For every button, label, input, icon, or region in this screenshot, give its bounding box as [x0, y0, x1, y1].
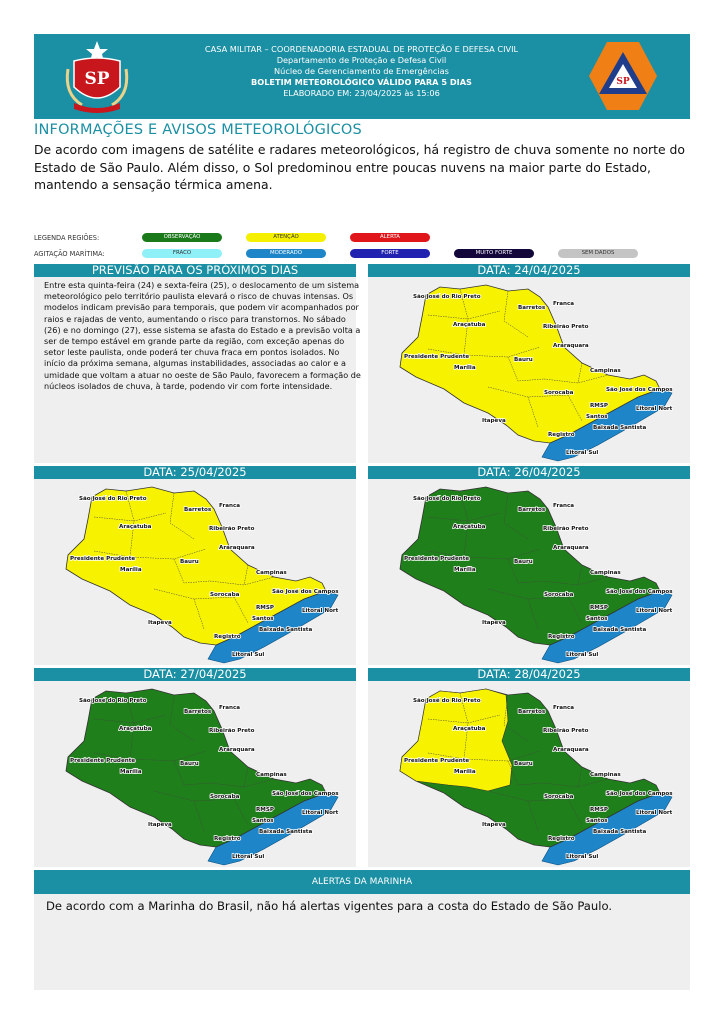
region-label: Registro	[214, 836, 241, 842]
region-label: Santos	[586, 414, 608, 420]
region-label: São José do Rio Preto	[79, 698, 147, 704]
region-label: Araraquara	[553, 343, 589, 349]
region-label: Litoral Sul	[566, 652, 599, 658]
region-label: Litoral Nort	[302, 608, 339, 614]
region-label: Presidente Prudente	[404, 758, 470, 764]
region-label: Litoral Sul	[566, 450, 599, 456]
map-date-bar-1: DATA: 24/04/2025	[368, 264, 690, 277]
legend-maritime	[34, 249, 694, 259]
region-label: Baixada Santista	[593, 829, 647, 835]
intro-paragraph: De acordo com imagens de satélite e radares meteorológicos, há registro de chuva somente no norte do Estado de São Paulo. Além disso, o Sol predominou entre poucas nuvens na maior parte do Estado, mantendo a sensação térmica amena.	[34, 142, 685, 192]
region-label: Itapeva	[482, 620, 506, 626]
legend-observacao: OBSERVAÇÃO	[142, 233, 222, 242]
region-label: Marília	[454, 769, 476, 775]
forecast-title-bar: PREVISÃO PARA OS PRÓXIMOS DIAS	[34, 264, 356, 277]
legend-regions-label: LEGENDA REGIÕES:	[34, 234, 100, 242]
region-label: Franca	[219, 705, 241, 711]
region-label: Ribeirão Preto	[543, 526, 589, 532]
region-label: Campinas	[590, 772, 621, 778]
sp-map-3	[368, 479, 690, 665]
region-label: Santos	[586, 818, 608, 824]
region-label: São José dos Campos	[272, 589, 339, 595]
region-label: Santos	[586, 616, 608, 622]
region-label: Santos	[252, 616, 274, 622]
region-label: Araraquara	[219, 747, 255, 753]
region-label: Registro	[214, 634, 241, 640]
region-label: Franca	[553, 301, 575, 307]
legend-regions	[34, 233, 694, 243]
region-label: São José dos Campos	[606, 387, 673, 393]
region-label: Registro	[548, 634, 575, 640]
region-label: Araçatuba	[453, 322, 486, 328]
marinha-panel	[34, 894, 690, 990]
region-label: Marília	[120, 567, 142, 573]
map-date-bar-4: DATA: 27/04/2025	[34, 668, 356, 681]
sp-map-2	[34, 479, 356, 665]
region-label: Ribeirão Preto	[209, 526, 255, 532]
region-label: Registro	[548, 432, 575, 438]
region-label: Bauru	[180, 559, 199, 565]
region-label: Baixada Santista	[593, 627, 647, 633]
legend-maritime-label: AGITAÇÃO MARÍTIMA:	[34, 250, 105, 258]
legend-alerta: ALERTA	[350, 233, 430, 242]
region-label: RMSP	[590, 605, 609, 611]
region-label: Itapeva	[482, 418, 506, 424]
region-label: Franca	[219, 503, 241, 509]
region-label: Barretos	[184, 709, 212, 715]
region-label: Bauru	[180, 761, 199, 767]
region-label: Araraquara	[553, 747, 589, 753]
header-text	[164, 44, 559, 99]
region-label: Araraquara	[553, 545, 589, 551]
region-label: São José dos Campos	[606, 589, 673, 595]
region-label: Ribeirão Preto	[209, 728, 255, 734]
region-label: Presidente Prudente	[404, 556, 470, 562]
region-label: Litoral Nort	[636, 608, 673, 614]
region-label: Barretos	[518, 709, 546, 715]
region-label: RMSP	[590, 807, 609, 813]
region-label: Araçatuba	[119, 726, 152, 732]
region-label: Baixada Santista	[259, 829, 313, 835]
header-line-casa-militar: CASA MILITAR – COORDENADORIA ESTADUAL DE PROTEÇÃO E DEFESA CIVIL	[204, 44, 519, 54]
region-label: Barretos	[518, 305, 546, 311]
header-line-boletim: BOLETIM METEOROLÓGICO VÁLIDO PARA 5 DIAS	[251, 77, 472, 87]
svg-text:SP: SP	[84, 69, 110, 89]
region-label: Litoral Nort	[636, 406, 673, 412]
region-label: Itapeva	[148, 822, 172, 828]
region-label: RMSP	[256, 807, 275, 813]
region-label: São José do Rio Preto	[413, 496, 481, 502]
region-label: Sorocaba	[210, 794, 240, 800]
region-label: São José do Rio Preto	[413, 698, 481, 704]
legend-fraco: FRACO	[142, 249, 222, 258]
legend-muito-forte: MUITO FORTE	[454, 249, 534, 258]
region-label: Sorocaba	[544, 390, 574, 396]
svg-text:SP: SP	[616, 77, 630, 87]
region-label: Itapeva	[482, 822, 506, 828]
map-date-bar-5: DATA: 28/04/2025	[368, 668, 690, 681]
region-label: Franca	[553, 503, 575, 509]
marinha-text: De acordo com a Marinha do Brasil, não há alertas vigentes para a costa do Estado de São Paulo.	[46, 899, 613, 913]
region-label: Bauru	[514, 761, 533, 767]
region-label: Ribeirão Preto	[543, 324, 589, 330]
map-date-bar-3: DATA: 26/04/2025	[368, 466, 690, 479]
region-label: Marília	[454, 567, 476, 573]
legend-atencao: ATENÇÃO	[246, 233, 326, 242]
region-label: Barretos	[184, 507, 212, 513]
map-date-bar-2: DATA: 25/04/2025	[34, 466, 356, 479]
region-label: Campinas	[590, 368, 621, 374]
sp-coat-of-arms-logo	[62, 39, 132, 114]
sp-map-4	[34, 681, 356, 867]
region-label: Campinas	[256, 570, 287, 576]
region-label: Presidente Prudente	[70, 556, 136, 562]
section-title: INFORMAÇÕES E AVISOS METEOROLÓGICOS	[34, 122, 362, 138]
region-label: Marília	[454, 365, 476, 371]
region-label: Santos	[252, 818, 274, 824]
region-label: Franca	[553, 705, 575, 711]
region-label: Campinas	[590, 570, 621, 576]
region-label: São José dos Campos	[606, 791, 673, 797]
legend-moderado: MODERADO	[246, 249, 326, 258]
region-label: Barretos	[518, 507, 546, 513]
region-label: Litoral Sul	[232, 854, 265, 860]
region-label: Araçatuba	[453, 524, 486, 530]
region-label: Baixada Santista	[593, 425, 647, 431]
region-label: Presidente Prudente	[70, 758, 136, 764]
region-label: Marília	[120, 769, 142, 775]
defesa-civil-logo	[587, 40, 659, 112]
region-label: Itapeva	[148, 620, 172, 626]
legend-sem-dados: SEM DADOS	[558, 249, 638, 258]
sp-map-1	[368, 277, 690, 463]
region-label: Sorocaba	[210, 592, 240, 598]
region-label: Presidente Prudente	[404, 354, 470, 360]
region-label: Campinas	[256, 772, 287, 778]
region-label: Araçatuba	[453, 726, 486, 732]
header-line-departamento: Departamento de Proteção e Defesa Civil	[276, 55, 447, 65]
legend-forte: FORTE	[350, 249, 430, 258]
sp-map-5	[368, 681, 690, 867]
header-line-elaborado: ELABORADO EM: 23/04/2025 às 15:06	[283, 88, 440, 98]
region-label: Litoral Sul	[232, 652, 265, 658]
region-label: Litoral Nort	[636, 810, 673, 816]
marinha-title-bar: ALERTAS DA MARINHA	[34, 870, 690, 894]
region-label: Baixada Santista	[259, 627, 313, 633]
region-label: Registro	[548, 836, 575, 842]
region-label: São José dos Campos	[272, 791, 339, 797]
region-label: Sorocaba	[544, 794, 574, 800]
region-label: Sorocaba	[544, 592, 574, 598]
region-label: RMSP	[590, 403, 609, 409]
header-line-nucleo: Núcleo de Gerenciamento de Emergências	[274, 66, 449, 76]
region-label: São José do Rio Preto	[79, 496, 147, 502]
forecast-text: Entre esta quinta-feira (24) e sexta-feira (25), o deslocamento de um sistema meteorológico pelo território paulista elevará o risco de chuvas intensas. Os modelos indicam previsão para temporais, que podem vir acompanhados por raios e rajadas de vento, aumentando o risco para transtornos. No sábado (26) e no domingo (27), esse sistema se afasta do Estado e a previsão volta a ser de tempo estável em grande parte da região, com exceção apenas do setor leste paulista, onde poderá ter chuva fraca em pontos isolados. No início da próxima semana, algumas instabilidades, associadas ao calor e a umidade que voltam a atuar no oeste de São Paulo, favorecem a formação de núcleos isolados de chuva, à tarde, podendo vir com forte intensidade.	[44, 280, 361, 391]
region-label: Araçatuba	[119, 524, 152, 530]
region-label: Litoral Sul	[566, 854, 599, 860]
header-banner	[34, 34, 690, 119]
region-label: Araraquara	[219, 545, 255, 551]
region-label: Ribeirão Preto	[543, 728, 589, 734]
region-label: Bauru	[514, 559, 533, 565]
region-label: Bauru	[514, 357, 533, 363]
west-attention-area	[400, 689, 512, 791]
region-label: RMSP	[256, 605, 275, 611]
region-label: São José do Rio Preto	[413, 294, 481, 300]
region-label: Litoral Nort	[302, 810, 339, 816]
